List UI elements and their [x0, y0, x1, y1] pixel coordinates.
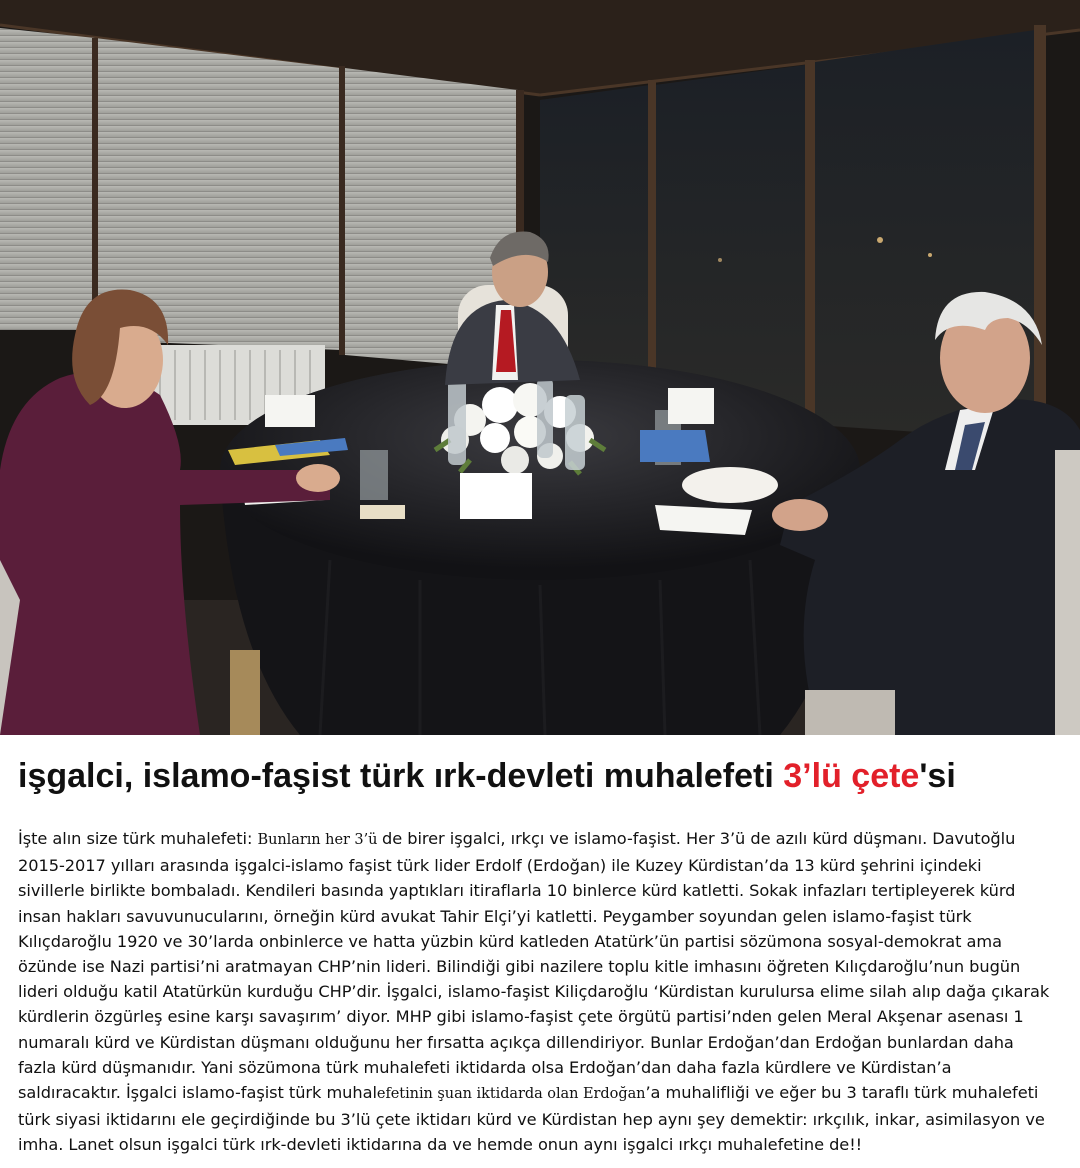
article-line: fazla kürd düşmanıdır. Yani sözümona türk muhalefeti iktidarda olsa Erdoğan’dan daha fazla kürdlere ve Kürdistan’a	[18, 1057, 952, 1077]
article-text: ’a muhalifliği ve eğer bu 3 taraflı türk muhalefeti	[645, 1083, 1039, 1103]
article-text: Bunların her 3’ü	[257, 832, 382, 848]
article-line: türk siyasi iktidarını ele geçirdiğinde bu 3’lü çete iktidarı kürd ve Kürdistan hep aynı şey demektir: ırkçılık, inkar, asimilasyon ve	[18, 1110, 1045, 1130]
article-body	[18, 826, 1068, 1158]
page-title	[18, 752, 1068, 800]
article-line: insan hakları savuvunucularını, örneğin kürd avukat Tahir Elçi’yi katletti. Peygamber soyundan gelen islamo-faşist türk	[18, 906, 972, 926]
article-text: de birer işgalci, ırkçı ve islamo-faşist. Her 3’ü de azılı kürd düşmanı. Davutoğlu	[382, 829, 1016, 848]
article-line	[18, 1080, 1068, 1107]
article-line: lideri olduğu katil Atatürkün kurduğu CHP’dir. İşgalci, islamo-faşist Kiliçdaroğlu ‘Kürdistan kurulursa elime silah alıp dağa çıkarak	[18, 982, 1050, 1002]
article-line: imha. Lanet olsun işgalci türk ırk-devleti iktidarına da ve hemde onun aynı işgalci ırkçı muhalefetine de!!	[18, 1135, 863, 1155]
article-line: Kılıçdaroğlu 1920 ve 30’larda onbinlerce ve hatta yüzbin kürd katleden Atatürk’ün partisi sözümona sosyal-demokrat ama	[18, 931, 1002, 951]
article-line: numaralı kürd ve Kürdistan düşmanı olduğunu her fırsatta açıkça dillendiriyor. Bunlar Erdoğan’dan Erdoğan bunlardan daha	[18, 1032, 1014, 1052]
title-main: işgalci, islamo-faşist türk ırk-devleti muhalefeti	[18, 757, 774, 795]
article-line	[18, 826, 1068, 853]
article-text: İşte alın size türk muhalefeti:	[18, 829, 258, 848]
article-line: kürdlerin özgürleş esine karşı savaşırım’ diyor. MHP gibi islamo-faşist çete örgütü partisi’nden gelen Meral Akşenar asenası 1	[18, 1007, 1024, 1027]
article-text: efetinin şuan iktidarda olan Erdoğan	[376, 1086, 646, 1103]
article-line: özünde ise Nazi partisi’ni aratmayan CHP’nin lideri. Bilindiği gibi nazilere toplu kitle imhasını öğreten Kılıçdaroğlu’nun bugün	[18, 957, 1021, 977]
title-highlight: 3’lü çete	[783, 757, 920, 795]
article-line: 2015-2017 yılları arasında işgalci-islamo faşist türk lider Erdolf (Erdoğan) ile Kuzey Kürdistan’da 13 kürd şehrini içindeki	[18, 856, 982, 876]
article-text: saldıracaktır. İşgalci islamo-faşist türk muhal	[18, 1083, 377, 1103]
article-line: sivillerle birlikte bombaladı. Kendileri basında yaptıkları itiraflarla 10 binlerce kürd katletti. Sokak infazları tertipleyerek kürd	[18, 881, 1016, 901]
title-suffix: 'si	[919, 757, 956, 795]
